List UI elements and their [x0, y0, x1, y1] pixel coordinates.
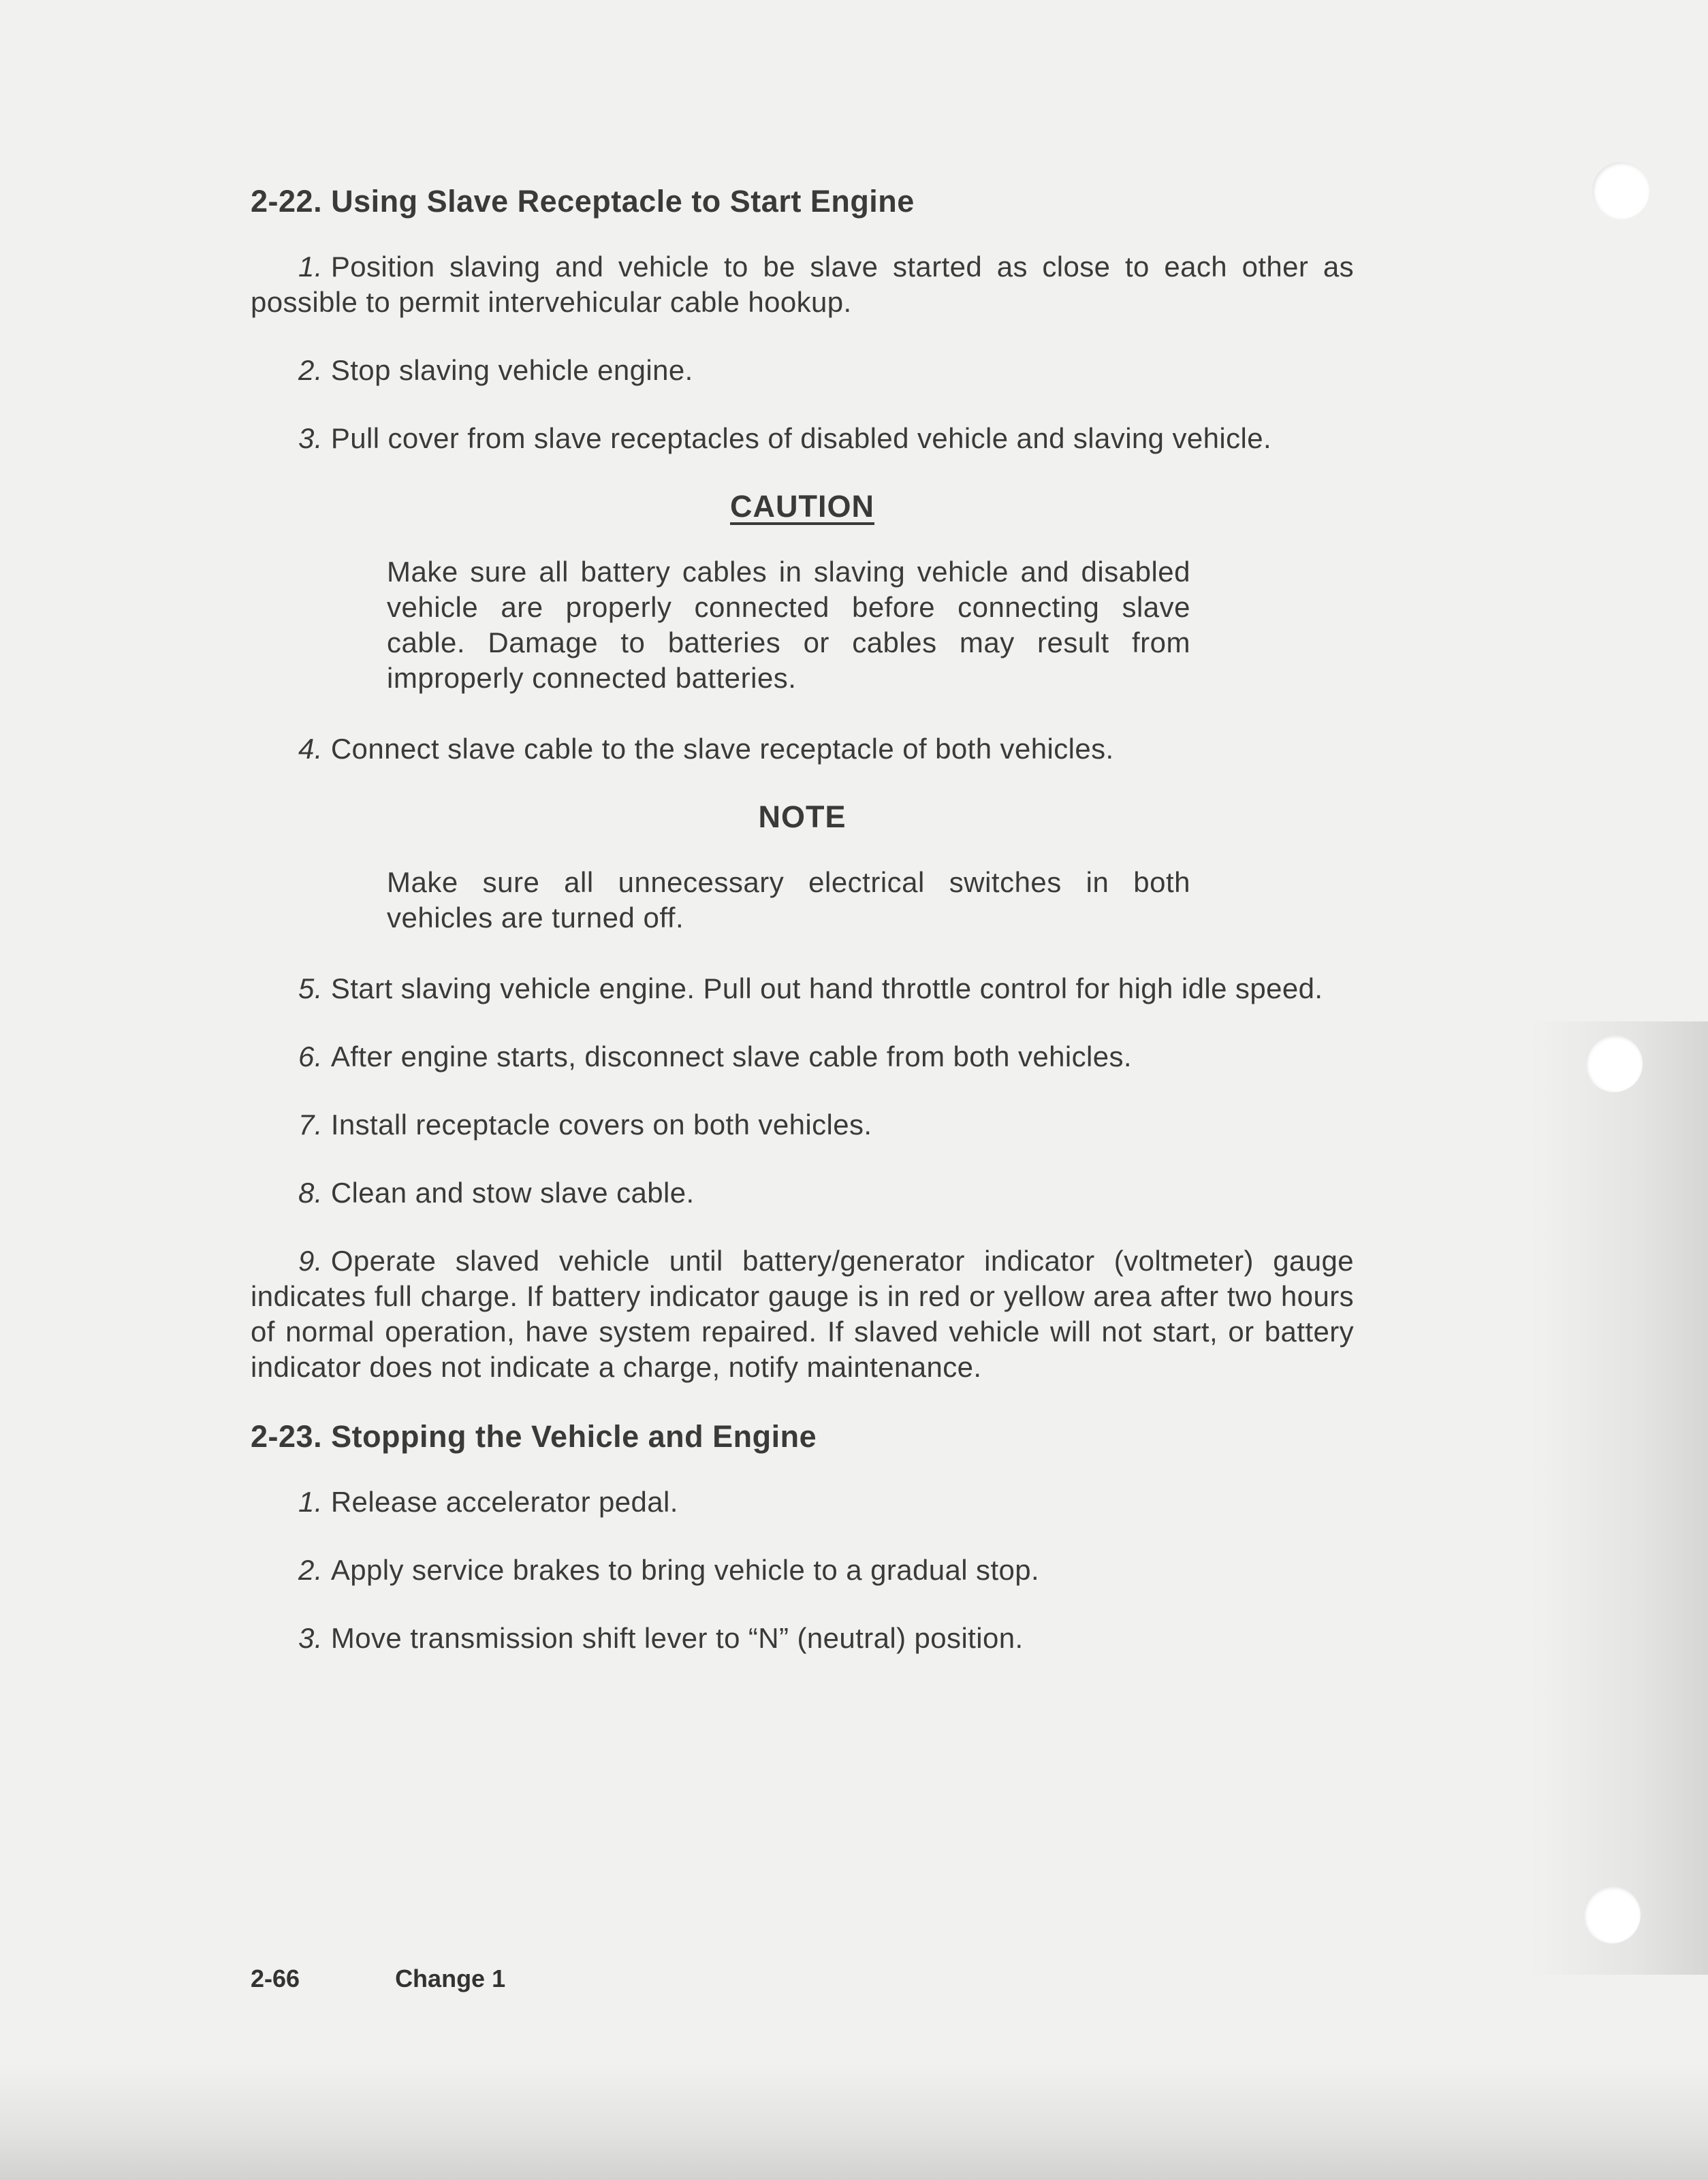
binder-hole-top — [1592, 162, 1649, 219]
change-label: Change 1 — [395, 1965, 506, 1992]
caution-text: Make sure all battery cables in slaving vehicle and disabled vehicle are properly connected before connecting slave cable. Damage to batteries or cables may result from improperly connected batteries. — [387, 556, 1190, 694]
stop-step-3: 3. Move transmission shift lever to “N” (neutral) position. — [298, 1622, 1024, 1654]
step-6: 6. After engine starts, disconnect slave cable from both vehicles. — [298, 1040, 1132, 1072]
step-5: 5. Start slaving vehicle engine. Pull out hand throttle control for high idle speed. — [298, 972, 1323, 1004]
binder-hole-middle — [1585, 1035, 1643, 1092]
step-2: 2. Stop slaving vehicle engine. — [298, 354, 693, 386]
caution-heading: CAUTION — [730, 489, 874, 524]
step-1: 1. Position slaving and vehicle to be slave started as close to each other as possible to permit intervehicular cable hookup. — [251, 251, 1354, 318]
section-heading-2-22: 2-22. Using Slave Receptacle to Start Engine — [251, 184, 915, 219]
note-heading: NOTE — [758, 799, 847, 834]
section-heading-2-23: 2-23. Stopping the Vehicle and Engine — [251, 1419, 817, 1454]
page-footer — [251, 1965, 601, 1993]
stop-step-1: 1. Release accelerator pedal. — [298, 1486, 678, 1518]
binder-hole-bottom — [1583, 1886, 1641, 1943]
step-7: 7. Install receptacle covers on both vehicles. — [298, 1109, 872, 1141]
scan-shadow — [1531, 1021, 1708, 1975]
step-4: 4. Connect slave cable to the slave receptacle of both vehicles. — [298, 733, 1114, 765]
step-9: 9. Operate slaved vehicle until battery/generator indicator (voltmeter) gauge indicates full charge. If battery indicator gauge is in red or yellow area after two hours of normal operation, have system repaired. If slaved vehicle will not start, or battery indicator does not indicate a charge, notify maintenance. — [251, 1245, 1354, 1383]
page-content — [251, 184, 1354, 1689]
scan-bottom-shadow — [0, 2063, 1708, 2179]
page-number: 2-66 — [251, 1965, 300, 1992]
stop-step-2: 2. Apply service brakes to bring vehicle to a gradual stop. — [298, 1554, 1040, 1586]
note-text: Make sure all unnecessary electrical switches in both vehicles are turned off. — [387, 866, 1190, 934]
step-8: 8. Clean and stow slave cable. — [298, 1177, 695, 1209]
step-3: 3. Pull cover from slave receptacles of disabled vehicle and slaving vehicle. — [298, 422, 1272, 454]
